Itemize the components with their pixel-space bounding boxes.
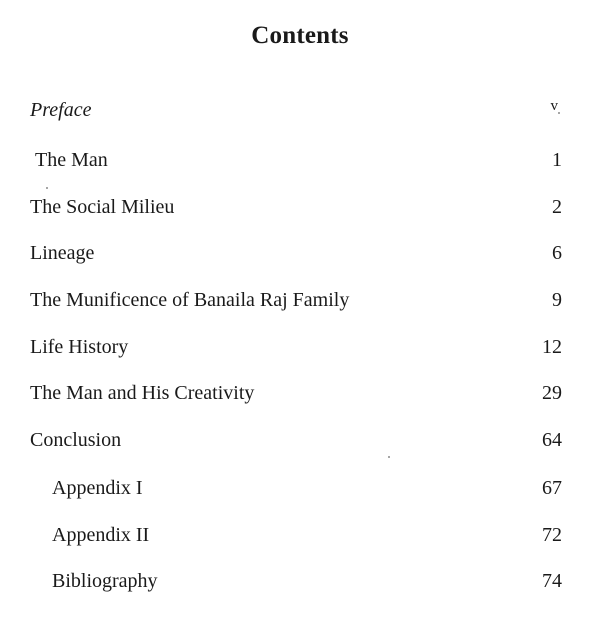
toc-entry-creativity [0, 380, 600, 406]
toc-entry-munificence [0, 287, 600, 313]
toc-entry-preface [0, 97, 600, 123]
toc-entry-page: 29 [542, 382, 562, 404]
toc-entry-bibliography [0, 568, 600, 594]
toc-entry-label: The Man [35, 149, 108, 171]
toc-entry-page: 72 [542, 524, 562, 546]
toc-entry-label: Conclusion [30, 429, 122, 451]
toc-entry-page: 6 [552, 242, 562, 264]
toc-entry-life-history [0, 334, 600, 360]
page-title: Contents [251, 22, 349, 49]
toc-entry-conclusion [0, 427, 600, 453]
toc-entry-page: 1 [552, 149, 562, 171]
toc-entry-page: v [550, 98, 558, 114]
toc-entry-label: Bibliography [52, 570, 158, 592]
toc-entry-label: Lineage [30, 242, 95, 264]
toc-entry-page: 2 [552, 196, 562, 218]
scan-speck [388, 456, 390, 458]
toc-entry-page: 64 [542, 429, 562, 451]
toc-entry-label: The Munificence of Banaila Raj Family [30, 289, 350, 311]
toc-entry-the-man [0, 147, 600, 173]
toc-entry-appendix-i [0, 475, 600, 501]
scan-speck [46, 187, 48, 189]
toc-entry-label: The Man and His Creativity [30, 382, 255, 404]
toc-entry-label: Appendix I [52, 477, 143, 499]
toc-entry-lineage [0, 240, 600, 266]
toc-entry-page: 74 [542, 570, 562, 592]
toc-entry-label: Life History [30, 336, 129, 358]
toc-entry-page: 67 [542, 477, 562, 499]
toc-entry-label: The Social Milieu [30, 196, 175, 218]
toc-entry-social-milieu [0, 194, 600, 220]
toc-entry-appendix-ii [0, 522, 600, 548]
toc-entry-page: 12 [542, 336, 562, 358]
toc-entry-label: Preface [30, 99, 92, 121]
toc-entry-label: Appendix II [52, 524, 150, 546]
scan-speck [558, 112, 560, 114]
toc-entry-page: 9 [552, 289, 562, 311]
